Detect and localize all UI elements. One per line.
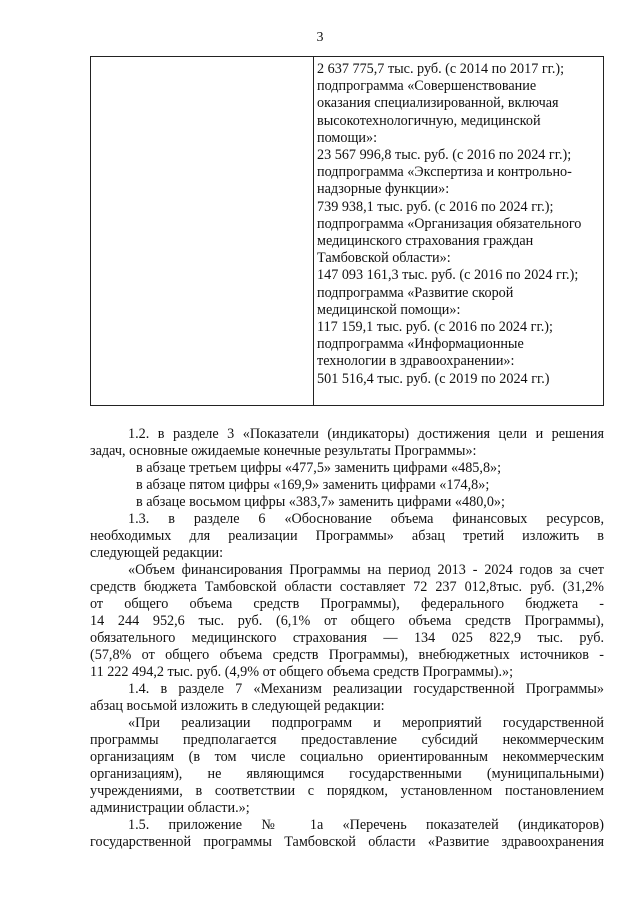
paragraph-line: средств бюджета Тамбовской области составляет 72 237 012,8тыс. руб. (31,2% bbox=[90, 579, 604, 595]
table-cell-line: подпрограмма «Совершенствование bbox=[317, 78, 537, 95]
table-cell-line: Тамбовской области»: bbox=[317, 250, 451, 267]
table-cell-line: подпрограмма «Развитие скорой bbox=[317, 284, 514, 301]
paragraph-line: в абзаце третьем цифры «477,5» заменить цифрами «485,8»; bbox=[136, 460, 502, 476]
table-cell-line: подпрограмма «Экспертиза и контрольно- bbox=[317, 164, 572, 181]
paragraph-line: «Объем финансирования Программы на период 2013 - 2024 годов за счет bbox=[128, 562, 604, 578]
table-cell-line: медицинского страхования граждан bbox=[317, 233, 534, 250]
table-cell-line: 23 567 996,8 тыс. руб. (с 2016 по 2024 гг.); bbox=[317, 147, 572, 164]
paragraph-line: программы предполагается предоставление субсидий некоммерческим bbox=[90, 732, 604, 748]
paragraph-line: обязательного медицинского страхования — 134 025 822,9 тыс. руб. bbox=[90, 630, 604, 646]
document-body bbox=[90, 426, 604, 851]
table-cell-line: высокотехнологичную, медицинской bbox=[317, 112, 541, 129]
paragraph-line: в абзаце пятом цифры «169,9» заменить цифрами «174,8»; bbox=[136, 477, 490, 493]
paragraph-line: 1.3. в разделе 6 «Обоснование объема финансовых ресурсов, bbox=[128, 511, 604, 527]
paragraph-line: задач, основные ожидаемые конечные результаты Программы»: bbox=[90, 443, 477, 459]
table-cell-funding-details bbox=[317, 61, 599, 388]
table-cell-line: подпрограмма «Организация обязательного bbox=[317, 215, 582, 232]
table-cell-line: 739 938,1 тыс. руб. (с 2016 по 2024 гг.); bbox=[317, 198, 554, 215]
paragraph-line: необходимых для реализации Программы» абзац третий изложить в bbox=[90, 528, 604, 544]
paragraph-line: государственной программы Тамбовской области «Развитие здравоохранения bbox=[90, 834, 604, 850]
paragraph-line: «При реализации подпрограмм и мероприятий государственной bbox=[128, 715, 604, 731]
table-cell-line: помощи»: bbox=[317, 129, 378, 146]
paragraph-line: от общего объема средств Программы), федерального бюджета - bbox=[90, 596, 604, 612]
paragraph-line: абзац восьмой изложить в следующей редакции: bbox=[90, 698, 385, 714]
paragraph-line: 14 244 952,6 тыс. руб. (6,1% от общего объема средств Программы), bbox=[90, 613, 604, 629]
paragraph-line: 1.2. в разделе 3 «Показатели (индикаторы) достижения цели и решения bbox=[128, 426, 604, 442]
page-number: 3 bbox=[316, 30, 324, 45]
paragraph-line: (57,8% от общего объема средств Программы), внебюджетных источников - bbox=[90, 647, 604, 663]
funding-table bbox=[90, 56, 604, 406]
table-cell-line: технологии в здравоохранении»: bbox=[317, 353, 515, 370]
paragraph-line: 1.5. приложение № 1а «Перечень показателей (индикаторов) bbox=[128, 817, 604, 833]
table-cell-line: надзорные функции»: bbox=[317, 181, 450, 198]
paragraph-line: организациям), не являющимся государственными (муниципальными) bbox=[90, 766, 604, 782]
table-cell-line: оказания специализированной, включая bbox=[317, 95, 559, 112]
paragraph-line: учреждениями, в соответствии с порядком, установленном постановлением bbox=[90, 783, 604, 799]
paragraph-line: следующей редакции: bbox=[90, 545, 224, 561]
table-cell-line: подпрограмма «Информационные bbox=[317, 336, 524, 353]
table-cell-line: медицинской помощи»: bbox=[317, 301, 461, 318]
paragraph-line: 1.4. в разделе 7 «Механизм реализации государственной Программы» bbox=[128, 681, 604, 697]
table-cell-line: 117 159,1 тыс. руб. (с 2016 по 2024 гг.); bbox=[317, 319, 553, 336]
paragraph-line: в абзаце восьмом цифры «383,7» заменить цифрами «480,0»; bbox=[136, 494, 505, 510]
table-cell-line: 147 093 161,3 тыс. руб. (с 2016 по 2024 гг.); bbox=[317, 267, 579, 284]
paragraph-line: администрации области.»; bbox=[90, 800, 250, 816]
table-cell-line: 2 637 775,7 тыс. руб. (с 2014 по 2017 гг.); bbox=[317, 61, 565, 77]
table-column-divider bbox=[313, 57, 314, 405]
table-cell-line: 501 516,4 тыс. руб. (с 2019 по 2024 гг.) bbox=[317, 370, 550, 387]
paragraph-line: организациям (в том числе социально ориентированным некоммерческим bbox=[90, 749, 604, 765]
paragraph-line: 11 222 494,2 тыс. руб. (4,9% от общего объема средств Программы).»; bbox=[90, 664, 514, 680]
